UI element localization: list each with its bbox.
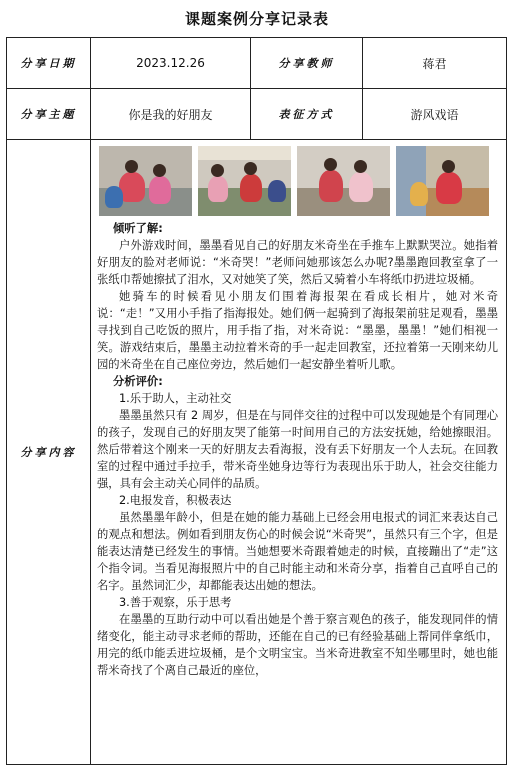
- point-2-title: 2.电报发音，积极表达: [119, 494, 232, 507]
- point-3-text: 在墨墨的互助行动中可以看出她是个善于察言观色的孩子，能发现同伴的情绪变化，能主动寻求老师的帮助，还能在自己的已有经验基础上帮同伴拿纸巾，用完的纸巾能丢进垃圾桶，是个文明宝宝。当米奇进教室不知坐哪里时，她也能帮米奇找了个离自己最近的座位，: [97, 613, 498, 677]
- label-share-date: 分享日期: [7, 38, 91, 89]
- content-text: [91, 220, 506, 679]
- label-share-content: 分享内容: [7, 140, 91, 765]
- paragraph-1: 户外游戏时间，墨墨看见自己的好朋友米奇坐在手推车上默默哭泣。她指着好朋友的脸对老师说：“米奇哭！”老师问她那该怎么办呢?墨墨跑回教室拿了一张纸巾帮她擦拭了泪水，又对她笑了笑，然后又骑着小车将纸巾扔进垃圾桶。: [97, 239, 498, 286]
- label-representation: 表征方式: [251, 89, 363, 140]
- representation-value: 游风戏语: [363, 89, 507, 140]
- point-1-text: 墨墨虽然只有 2 周岁，但是在与同伴交往的过程中可以发现她是个有同理心的孩子，发现自己的好朋友哭了能第一时间用自己的方法安抚她，给她擦眼泪。然后带着这个刚来一天的好朋友去看海报，没有丢下好朋友一个人去玩。在回教室的过程中通过手拉手，带米奇坐她身边等行为表现出乐于助人，社会交往能力强，具有会主动关心同伴的品质。: [97, 409, 498, 490]
- share-theme-value: 你是我的好朋友: [91, 89, 251, 140]
- classroom-photo-2: [198, 146, 291, 216]
- document-title: 课题案例分享记录表: [184, 10, 329, 28]
- label-share-teacher: 分享教师: [251, 38, 363, 89]
- share-date-value: 2023.12.26: [91, 38, 251, 89]
- photo-strip: [91, 140, 506, 220]
- record-table: [6, 37, 507, 765]
- point-2-text: 虽然墨墨年龄小，但是在她的能力基础上已经会用电报式的词汇来表达自己的观点和想法。例如看到朋友伤心的时候会说“米奇哭”，虽然只有三个字，但是能表达清楚已经发生的事情。当她想要米奇跟着她走的时候，直接蹦出了“走”这个指令词。当看见海报照片中的自己时能主动和米奇分享，指着自己直呼自己的名字。虽然词汇少，却都能表达出她的想法。: [97, 511, 498, 592]
- share-teacher-value: 蒋君: [363, 38, 507, 89]
- paragraph-2: 她骑车的时候看见小朋友们围着海报架在看成长相片，她对米奇说：“走！”又用小手指了指海报处。她们俩一起骑到了海报架前驻足观看，墨墨寻找到自己吃饭的照片，用手指了指，对米奇说：“墨墨，墨墨！”她们相视一笑。游戏结束后，墨墨主动拉着米奇的手一起走回教室，还拉着第一天刚来幼儿园的米奇坐在自己座位旁边，然后她们一起安静坐着听儿歌。: [97, 290, 498, 371]
- classroom-photo-3: [297, 146, 390, 216]
- point-3-title: 3.善于观察，乐于思考: [119, 596, 232, 609]
- label-share-theme: 分享主题: [7, 89, 91, 140]
- classroom-photo-1: [99, 146, 192, 216]
- content-cell: [91, 140, 507, 765]
- row-theme-form: [7, 89, 507, 140]
- row-content: [7, 140, 507, 765]
- heading-evaluation: 分析评价:: [113, 375, 163, 388]
- heading-observe: 倾听了解:: [113, 222, 163, 235]
- row-date-teacher: [7, 38, 507, 89]
- point-1-title: 1.乐于助人，主动社交: [119, 392, 232, 405]
- classroom-photo-4: [396, 146, 489, 216]
